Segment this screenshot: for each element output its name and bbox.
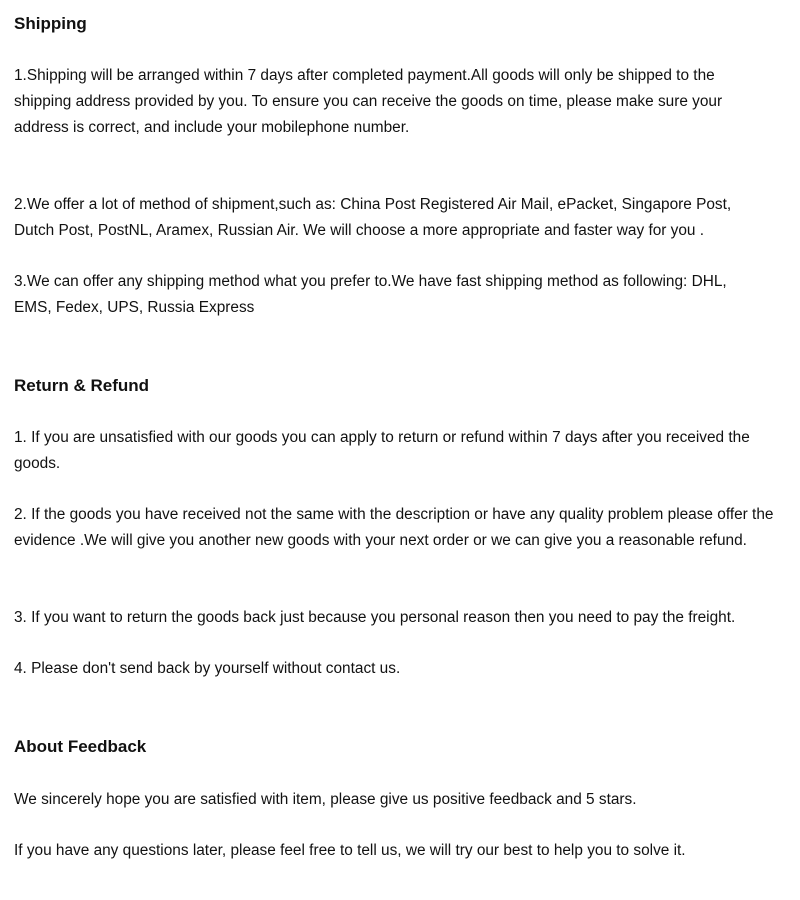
return-refund-heading: Return & Refund <box>14 376 150 395</box>
shipping-item-1: 1.Shipping will be arranged within 7 days after completed payment.All goods will only be shipped to the shipping address provided by you. To ensure you can receive the goods on time, please make sure your address is correct, and include your mobilephone number. <box>14 67 723 136</box>
feedback-heading: About Feedback <box>14 737 147 756</box>
feedback-item-2: If you have any questions later, please feel free to tell us, we will try our best to help you to solve it. <box>14 842 686 859</box>
shipping-item-3: 3.We can offer any shipping method what you prefer to.We have fast shipping method as following: DHL, EMS, Fedex, UPS, Russia Express <box>14 273 727 316</box>
return-item-3: 3. If you want to return the goods back just because you personal reason then you need to pay the freight. <box>14 609 736 626</box>
shipping-item-2: 2.We offer a lot of method of shipment,such as: China Post Registered Air Mail, ePacket, Singapore Post, Dutch Post, PostNL, Aramex, Russian Air. We will choose a more appropriate and faster way for you . <box>14 196 732 239</box>
return-item-1: 1. If you are unsatisfied with our goods you can apply to return or refund within 7 days after you received the goods. <box>14 429 750 472</box>
shipping-heading: Shipping <box>14 14 87 33</box>
return-item-4: 4. Please don't send back by yourself without contact us. <box>14 660 401 677</box>
return-item-2: 2. If the goods you have received not the same with the description or have any quality problem please offer the evidence .We will give you another new goods with your next order or we can give you a reasonable refund. <box>14 506 774 549</box>
feedback-item-1: We sincerely hope you are satisfied with item, please give us positive feedback and 5 stars. <box>14 791 637 808</box>
